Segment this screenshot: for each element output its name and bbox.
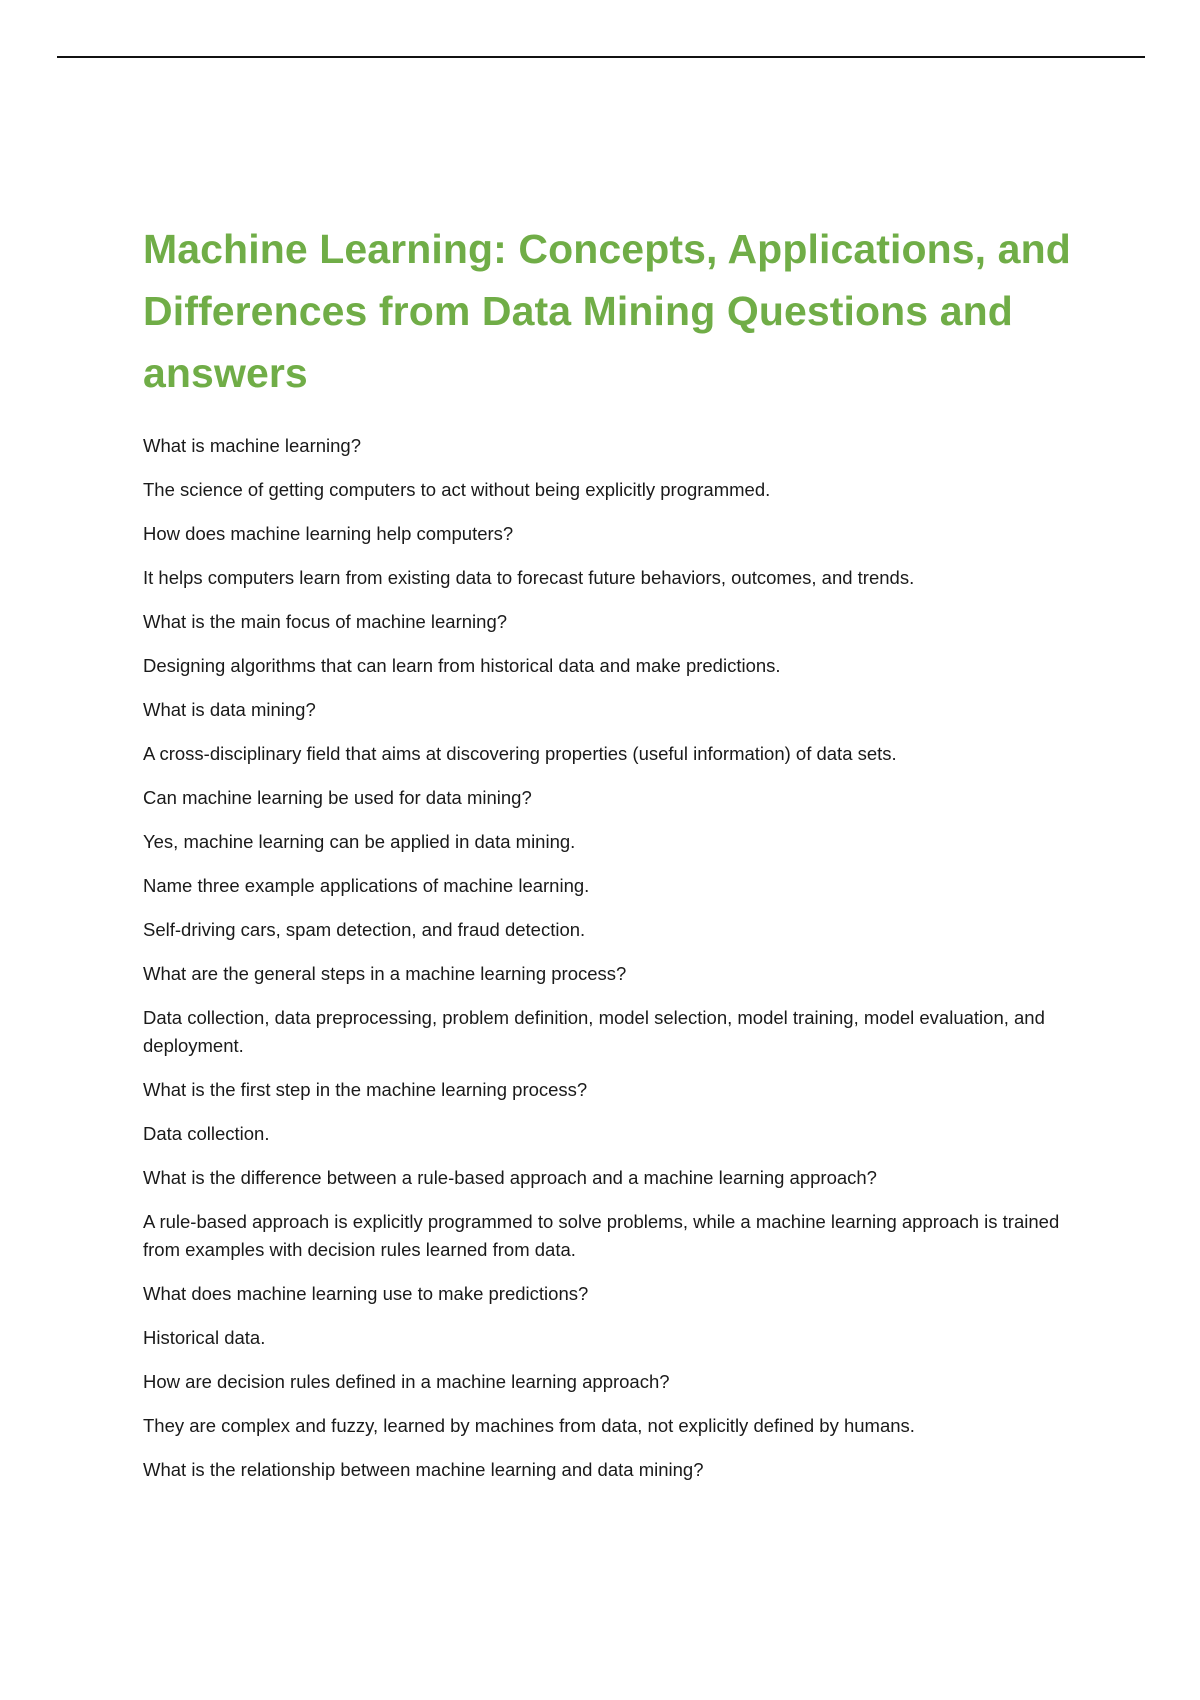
answer-line: It helps computers learn from existing data to forecast future behaviors, outcomes, and trends. xyxy=(143,567,915,588)
question-line: What is data mining? xyxy=(143,699,316,720)
answer-line: A rule-based approach is explicitly programmed to solve problems, while a machine learning approach is trained from examples with decision rules learned from data. xyxy=(143,1211,1060,1260)
question-line: What is the main focus of machine learning? xyxy=(143,611,508,632)
question-line: What does machine learning use to make predictions? xyxy=(143,1283,589,1304)
question-line: Name three example applications of machine learning. xyxy=(143,875,590,896)
answer-line: The science of getting computers to act without being explicitly programmed. xyxy=(143,479,771,500)
answer-line: They are complex and fuzzy, learned by machines from data, not explicitly defined by humans. xyxy=(143,1415,915,1436)
question-line: What is the relationship between machine learning and data mining? xyxy=(143,1459,704,1480)
question-line: What is machine learning? xyxy=(143,435,361,456)
answer-line: Designing algorithms that can learn from historical data and make predictions. xyxy=(143,655,781,676)
answer-line: A cross-disciplinary field that aims at discovering properties (useful information) of data sets. xyxy=(143,743,897,764)
header-rule xyxy=(57,56,1145,58)
document-body xyxy=(143,218,1088,1500)
qa-list xyxy=(143,432,1088,1484)
question-line: What is the difference between a rule-based approach and a machine learning approach? xyxy=(143,1167,877,1188)
answer-line: Historical data. xyxy=(143,1327,266,1348)
answer-line: Yes, machine learning can be applied in data mining. xyxy=(143,831,576,852)
question-line: What are the general steps in a machine learning process? xyxy=(143,963,627,984)
question-line: Can machine learning be used for data mining? xyxy=(143,787,532,808)
answer-line: Self-driving cars, spam detection, and fraud detection. xyxy=(143,919,586,940)
question-line: How does machine learning help computers? xyxy=(143,523,514,544)
document-title: Machine Learning: Concepts, Applications, and Differences from Data Mining Questions and answers xyxy=(143,226,1071,396)
question-line: What is the first step in the machine learning process? xyxy=(143,1079,588,1100)
answer-line: Data collection. xyxy=(143,1123,270,1144)
answer-line: Data collection, data preprocessing, problem definition, model selection, model training, model evaluation, and deployment. xyxy=(143,1007,1045,1056)
question-line: How are decision rules defined in a machine learning approach? xyxy=(143,1371,670,1392)
